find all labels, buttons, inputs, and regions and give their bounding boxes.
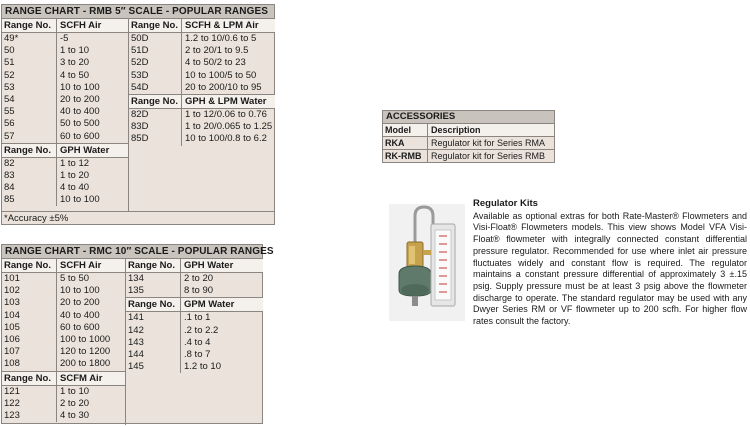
flowmeter-with-regulator-illustration bbox=[389, 204, 465, 321]
range-no-header: Range No. bbox=[2, 372, 57, 385]
table-row bbox=[2, 346, 125, 358]
table-row bbox=[2, 310, 125, 322]
table-row bbox=[2, 94, 128, 106]
range-value-cell: 20 to 200 bbox=[60, 93, 100, 105]
table-row bbox=[2, 33, 128, 45]
table-row bbox=[126, 285, 263, 297]
table-row bbox=[126, 337, 263, 349]
range-value-cell: 10 to 100 bbox=[60, 194, 100, 206]
description-cell: Regulator kit for Series RMA bbox=[431, 138, 546, 148]
scfh-air-header: SCFH Air bbox=[60, 260, 102, 271]
range-value-cell: .1 to 1 bbox=[184, 312, 211, 324]
range-no-header: Range No. bbox=[2, 144, 57, 157]
range-no-cell: 143 bbox=[126, 337, 181, 349]
table-row bbox=[383, 150, 554, 162]
range-no-header: Range No. bbox=[2, 19, 57, 32]
range-no-header: Range No. bbox=[129, 95, 182, 108]
range-no-cell: 84 bbox=[2, 182, 57, 194]
regulator-kits-body: Available as optional extras for both Rate-Master® Flowmeters and Visi-Float® Flowmeters models. This view shows Model VFA Visi-Float® flowmeter with integrally connected constant differential pressure regulator. Recommended for use where inlet air pressure fluctuates widely and constant flow is required. The regulator maintains a constant pressure differential of approximately 3 ±.15 psig. Supply pressure must be at least 3 psig above the flowmeter discharge to operate. The standard regulator may be used with any Dwyer Series RM or VF flowmeter up to 200 scfh. For higher flow rates consult the factory. bbox=[473, 210, 747, 327]
scfh-lpm-air-header: SCFH & LPM Air bbox=[185, 20, 259, 31]
range-no-cell: 54D bbox=[129, 82, 182, 94]
table-row bbox=[129, 33, 275, 45]
range-no-cell: 53D bbox=[129, 70, 182, 82]
gph-water-header: GPH Water bbox=[60, 144, 110, 156]
range-value-cell: 1 to 12 bbox=[60, 157, 90, 169]
range-value-cell: 2 to 20 bbox=[60, 397, 90, 409]
range-no-cell: 52D bbox=[129, 57, 182, 69]
range-no-cell: 53 bbox=[2, 82, 57, 94]
range-value-cell: 10 to 100 bbox=[60, 81, 100, 93]
range-value-cell: 1 to 12/0.06 to 0.76 bbox=[185, 108, 267, 120]
table-row bbox=[2, 322, 125, 334]
range-no-cell: 56 bbox=[2, 118, 57, 130]
range-no-cell: 52 bbox=[2, 70, 57, 82]
range-value-cell: .8 to 7 bbox=[184, 348, 211, 360]
range-no-cell: 85 bbox=[2, 194, 57, 206]
accessories-table bbox=[382, 110, 555, 163]
range-no-cell: 102 bbox=[2, 285, 57, 297]
range-no-cell: 57 bbox=[2, 131, 57, 143]
range-value-cell: 40 to 400 bbox=[60, 106, 100, 118]
rmc-gpm-water-rows bbox=[126, 312, 263, 373]
table-header bbox=[2, 259, 125, 273]
range-no-cell: 54 bbox=[2, 94, 57, 106]
rmb-gph-lpm-water-rows bbox=[129, 109, 275, 146]
range-value-cell: -5 bbox=[60, 33, 69, 44]
flowmeter-regulator-photo bbox=[389, 204, 465, 321]
table-row bbox=[2, 158, 128, 170]
rmc-scfh-air-rows bbox=[2, 273, 125, 371]
scfh-air-header: SCFH Air bbox=[60, 20, 102, 31]
range-value-cell: 2 to 20 bbox=[184, 273, 214, 284]
range-no-cell: 121 bbox=[2, 386, 57, 398]
range-no-header: Range No. bbox=[126, 298, 181, 311]
scfm-air-header: SCFM Air bbox=[60, 372, 103, 384]
range-no-cell: 50 bbox=[2, 45, 57, 57]
range-value-cell: 40 to 400 bbox=[60, 309, 100, 321]
regulator-kits-title: Regulator Kits bbox=[473, 198, 538, 209]
table-row bbox=[129, 82, 275, 94]
range-value-cell: 200 to 1800 bbox=[60, 358, 111, 370]
range-value-cell: 2 to 20/1 to 9.5 bbox=[185, 45, 249, 57]
range-no-cell: 85D bbox=[129, 133, 182, 145]
range-value-cell: 120 to 1200 bbox=[60, 346, 111, 358]
table-header bbox=[2, 143, 128, 158]
range-no-cell: 145 bbox=[126, 361, 181, 373]
range-value-cell: 1 to 10 bbox=[60, 45, 90, 57]
range-no-header: Range No. bbox=[2, 259, 57, 272]
table-row bbox=[129, 121, 275, 133]
rmc-range-chart bbox=[1, 244, 274, 424]
range-no-header: Range No. bbox=[126, 259, 181, 272]
range-value-cell: .2 to 2.2 bbox=[184, 324, 219, 336]
range-value-cell: 4 to 50/2 to 23 bbox=[185, 57, 246, 69]
range-no-cell: 122 bbox=[2, 398, 57, 410]
range-no-cell: 123 bbox=[2, 410, 57, 422]
table-row bbox=[126, 273, 263, 285]
range-no-cell: 55 bbox=[2, 106, 57, 118]
table-row bbox=[2, 386, 125, 398]
range-no-cell: 101 bbox=[2, 273, 57, 285]
range-value-cell: 60 to 600 bbox=[60, 130, 100, 142]
range-value-cell: 20 to 200 bbox=[60, 297, 100, 309]
range-value-cell: 4 to 40 bbox=[60, 182, 90, 194]
range-no-cell: 51 bbox=[2, 57, 57, 69]
description-header: Description bbox=[431, 125, 481, 135]
rmc-scfm-air-rows bbox=[2, 386, 125, 423]
range-no-cell: 134 bbox=[126, 273, 181, 285]
table-row bbox=[126, 349, 263, 361]
table-row bbox=[2, 170, 128, 182]
range-value-cell: 1 to 20 bbox=[60, 169, 90, 181]
range-value-cell: 20 to 200/10 to 95 bbox=[185, 81, 262, 93]
table-row bbox=[2, 70, 128, 82]
table-header bbox=[126, 259, 263, 273]
range-no-cell: 105 bbox=[2, 322, 57, 334]
table-row bbox=[129, 109, 275, 121]
range-no-cell: 141 bbox=[126, 312, 181, 324]
range-no-cell: 51D bbox=[129, 45, 182, 57]
table-header bbox=[2, 19, 128, 33]
model-cell: RK-RMB bbox=[383, 150, 428, 162]
rmb-gph-water-rows bbox=[2, 158, 128, 207]
range-no-cell: 104 bbox=[2, 310, 57, 322]
rmb-range-chart bbox=[1, 4, 275, 225]
range-value-cell: 100 to 1000 bbox=[60, 333, 111, 345]
range-value-cell: 4 to 50 bbox=[60, 69, 90, 81]
range-value-cell: 50 to 500 bbox=[60, 118, 100, 130]
range-value-cell: 1 to 20/0.065 to 1.25 bbox=[185, 121, 273, 133]
table-row bbox=[129, 70, 275, 82]
table-row bbox=[129, 57, 275, 69]
range-value-cell: 3 to 20 bbox=[60, 57, 90, 69]
range-value-cell: 60 to 600 bbox=[60, 321, 100, 333]
rmb-right-column bbox=[129, 19, 275, 146]
table-row bbox=[2, 182, 128, 194]
table-row bbox=[2, 398, 125, 410]
table-row bbox=[2, 118, 128, 130]
gpm-water-header: GPM Water bbox=[184, 299, 235, 311]
table-row bbox=[2, 57, 128, 69]
range-no-cell: 108 bbox=[2, 358, 57, 370]
table-header bbox=[2, 371, 125, 386]
rmb-scfh-air-rows bbox=[2, 33, 128, 143]
rmb-left-column bbox=[2, 19, 128, 206]
range-no-cell: 50D bbox=[129, 33, 182, 45]
rmc-gph-water-rows bbox=[126, 273, 263, 297]
range-no-cell: 83D bbox=[129, 121, 182, 133]
range-no-cell: 82D bbox=[129, 109, 182, 121]
rmb-chart-title: RANGE CHART - RMB 5″ SCALE - POPULAR RANGES bbox=[2, 5, 274, 19]
table-row bbox=[2, 45, 128, 57]
accessories-title: ACCESSORIES bbox=[383, 111, 554, 124]
model-header: Model bbox=[383, 124, 428, 136]
table-row bbox=[129, 45, 275, 57]
range-value-cell: 1.2 to 10 bbox=[184, 361, 221, 373]
table-row bbox=[129, 133, 275, 145]
range-no-cell: 144 bbox=[126, 349, 181, 361]
rmc-chart-title: RANGE CHART - RMC 10″ SCALE - POPULAR RANGES bbox=[2, 245, 262, 259]
gph-lpm-water-header: GPH & LPM Water bbox=[185, 95, 267, 107]
accuracy-footnote: *Accuracy ±5% bbox=[2, 211, 274, 225]
model-cell: RKA bbox=[383, 137, 428, 149]
table-row bbox=[383, 137, 554, 150]
gph-water-header: GPH Water bbox=[184, 260, 234, 271]
range-no-header: Range No. bbox=[129, 19, 182, 32]
table-row bbox=[2, 297, 125, 309]
table-row bbox=[2, 82, 128, 94]
table-row bbox=[2, 131, 128, 143]
range-no-cell: 83 bbox=[2, 170, 57, 182]
rmb-scfh-lpm-air-rows bbox=[129, 33, 275, 94]
table-row bbox=[2, 358, 125, 370]
table-header bbox=[129, 19, 275, 33]
range-no-cell: 135 bbox=[126, 285, 181, 297]
table-row bbox=[2, 106, 128, 118]
rmc-left-column bbox=[2, 259, 125, 422]
range-no-cell: 103 bbox=[2, 297, 57, 309]
range-no-cell: 106 bbox=[2, 334, 57, 346]
range-value-cell: 4 to 30 bbox=[60, 409, 90, 421]
range-value-cell: .4 to 4 bbox=[184, 336, 211, 348]
table-row bbox=[2, 410, 125, 422]
table-row bbox=[126, 312, 263, 324]
description-cell: Regulator kit for Series RMB bbox=[431, 151, 546, 161]
range-value-cell: 5 to 50 bbox=[60, 273, 90, 284]
table-row bbox=[2, 285, 125, 297]
table-row bbox=[2, 194, 128, 206]
range-no-cell: 82 bbox=[2, 158, 57, 170]
range-no-cell: 107 bbox=[2, 346, 57, 358]
regulator-kits-section bbox=[473, 198, 747, 328]
table-row bbox=[2, 334, 125, 346]
range-value-cell: 10 to 100/0.8 to 6.2 bbox=[185, 133, 267, 145]
range-no-cell: 142 bbox=[126, 325, 181, 337]
table-header bbox=[126, 297, 263, 312]
range-no-cell: 49* bbox=[2, 33, 57, 45]
rmc-right-column bbox=[126, 259, 263, 373]
range-value-cell: 1 to 10 bbox=[60, 385, 90, 397]
range-value-cell: 10 to 100 bbox=[60, 285, 100, 297]
range-value-cell: 10 to 100/5 to 50 bbox=[185, 69, 257, 81]
table-header bbox=[129, 94, 275, 109]
table-row bbox=[126, 361, 263, 373]
range-value-cell: 8 to 90 bbox=[184, 285, 214, 297]
table-row bbox=[126, 325, 263, 337]
table-header bbox=[383, 124, 554, 137]
range-value-cell: 1.2 to 10/0.6 to 5 bbox=[185, 33, 257, 44]
table-row bbox=[2, 273, 125, 285]
